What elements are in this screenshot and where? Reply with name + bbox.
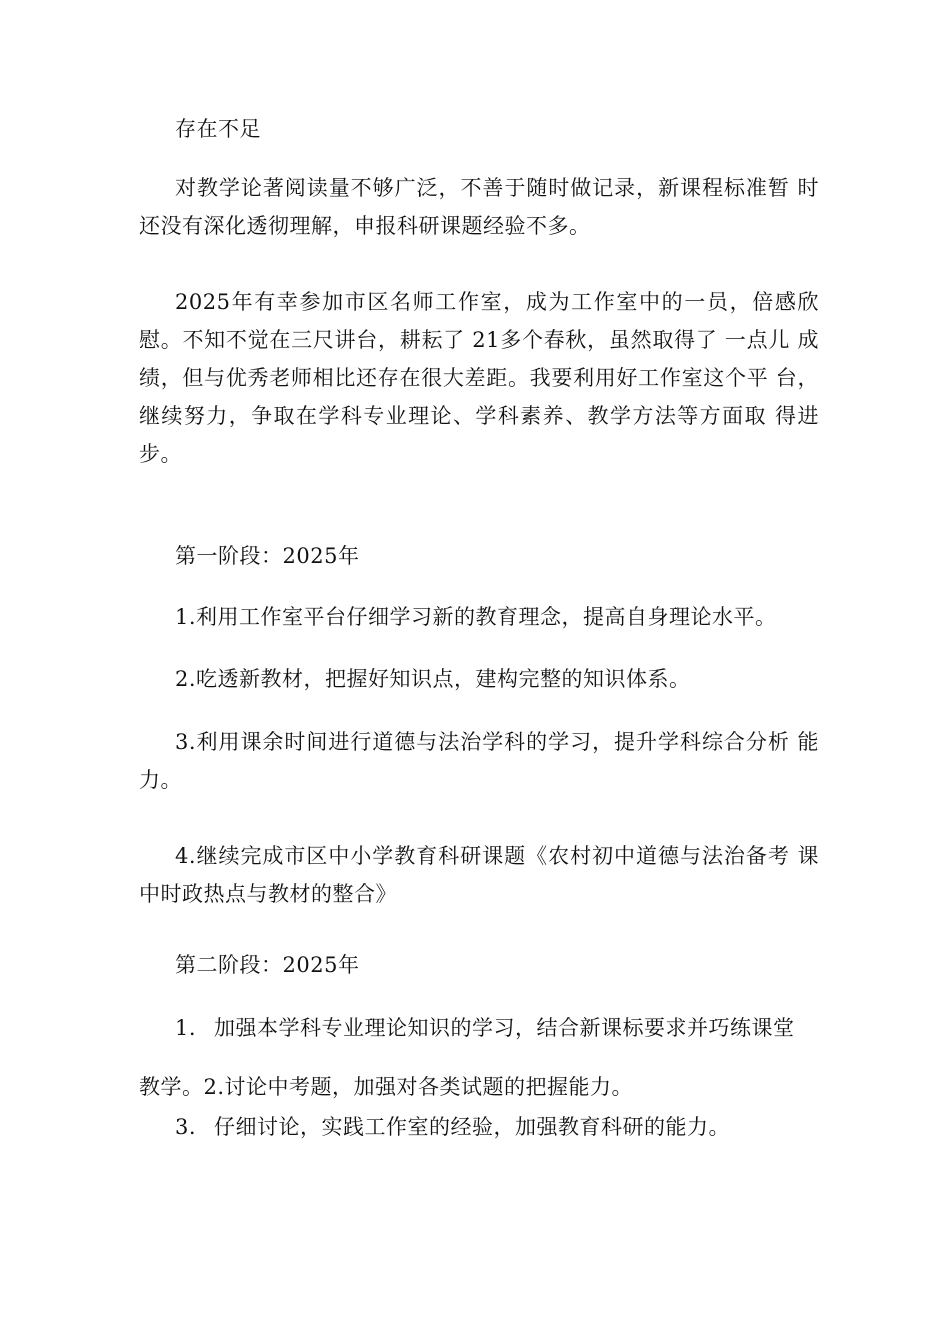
paragraph-intro: 2025年有幸参加市区名师工作室，成为工作室中的一员，倍感欣慰。不知不觉在三尺讲台，耕耘了 21多个春秋，虽然取得了 一点儿 成绩，但与优秀老师相比还存在很大差距。我要利用好工作室这个平 台，继续努力，争取在学科专业理论、学科素养、教学方法等方面取 得进步。 (139, 290, 819, 466)
stage2-item-1-continuation: 教学。2.讨论中考题，加强对各类试题的把握能力。 (139, 1075, 634, 1099)
stage1-item-3: 3.利用课余时间进行道德与法治学科的学习，提升学科综合分析 能力。 (139, 730, 819, 792)
stage2-title: 第二阶段：2025年 (175, 953, 360, 977)
stage1-item-1: 1.利用工作室平台仔细学习新的教育理念，提高自身理论水平。 (175, 605, 777, 629)
stage2-item-3 (139, 1108, 819, 1146)
stage2-item-1 (139, 1009, 819, 1047)
stage2-item-1-text: 加强本学科专业理论知识的学习，结合新课标要求并巧练课堂 (214, 1016, 795, 1040)
stage1-item-4: 4.继续完成市区中小学教育科研课题《农村初中道德与法治备考 课中时政热点与教材的整合》 (139, 844, 819, 906)
stage2-item-3-number: 3. (175, 1115, 197, 1139)
paragraph-shortfall: 对教学论著阅读量不够广泛，不善于随时做记录，新课程标准暂 时还没有深化透彻理解，申报科研课题经验不多。 (139, 176, 819, 238)
stage1-item-2: 2.吃透新教材，把握好知识点，建构完整的知识体系。 (175, 667, 691, 691)
heading-shortfall: 存在不足 (175, 117, 261, 141)
stage1-title: 第一阶段：2025年 (175, 544, 360, 568)
stage2-item-1-number: 1. (175, 1016, 197, 1040)
stage2-item-3-text: 仔细讨论，实践工作室的经验，加强教育科研的能力。 (214, 1115, 731, 1139)
